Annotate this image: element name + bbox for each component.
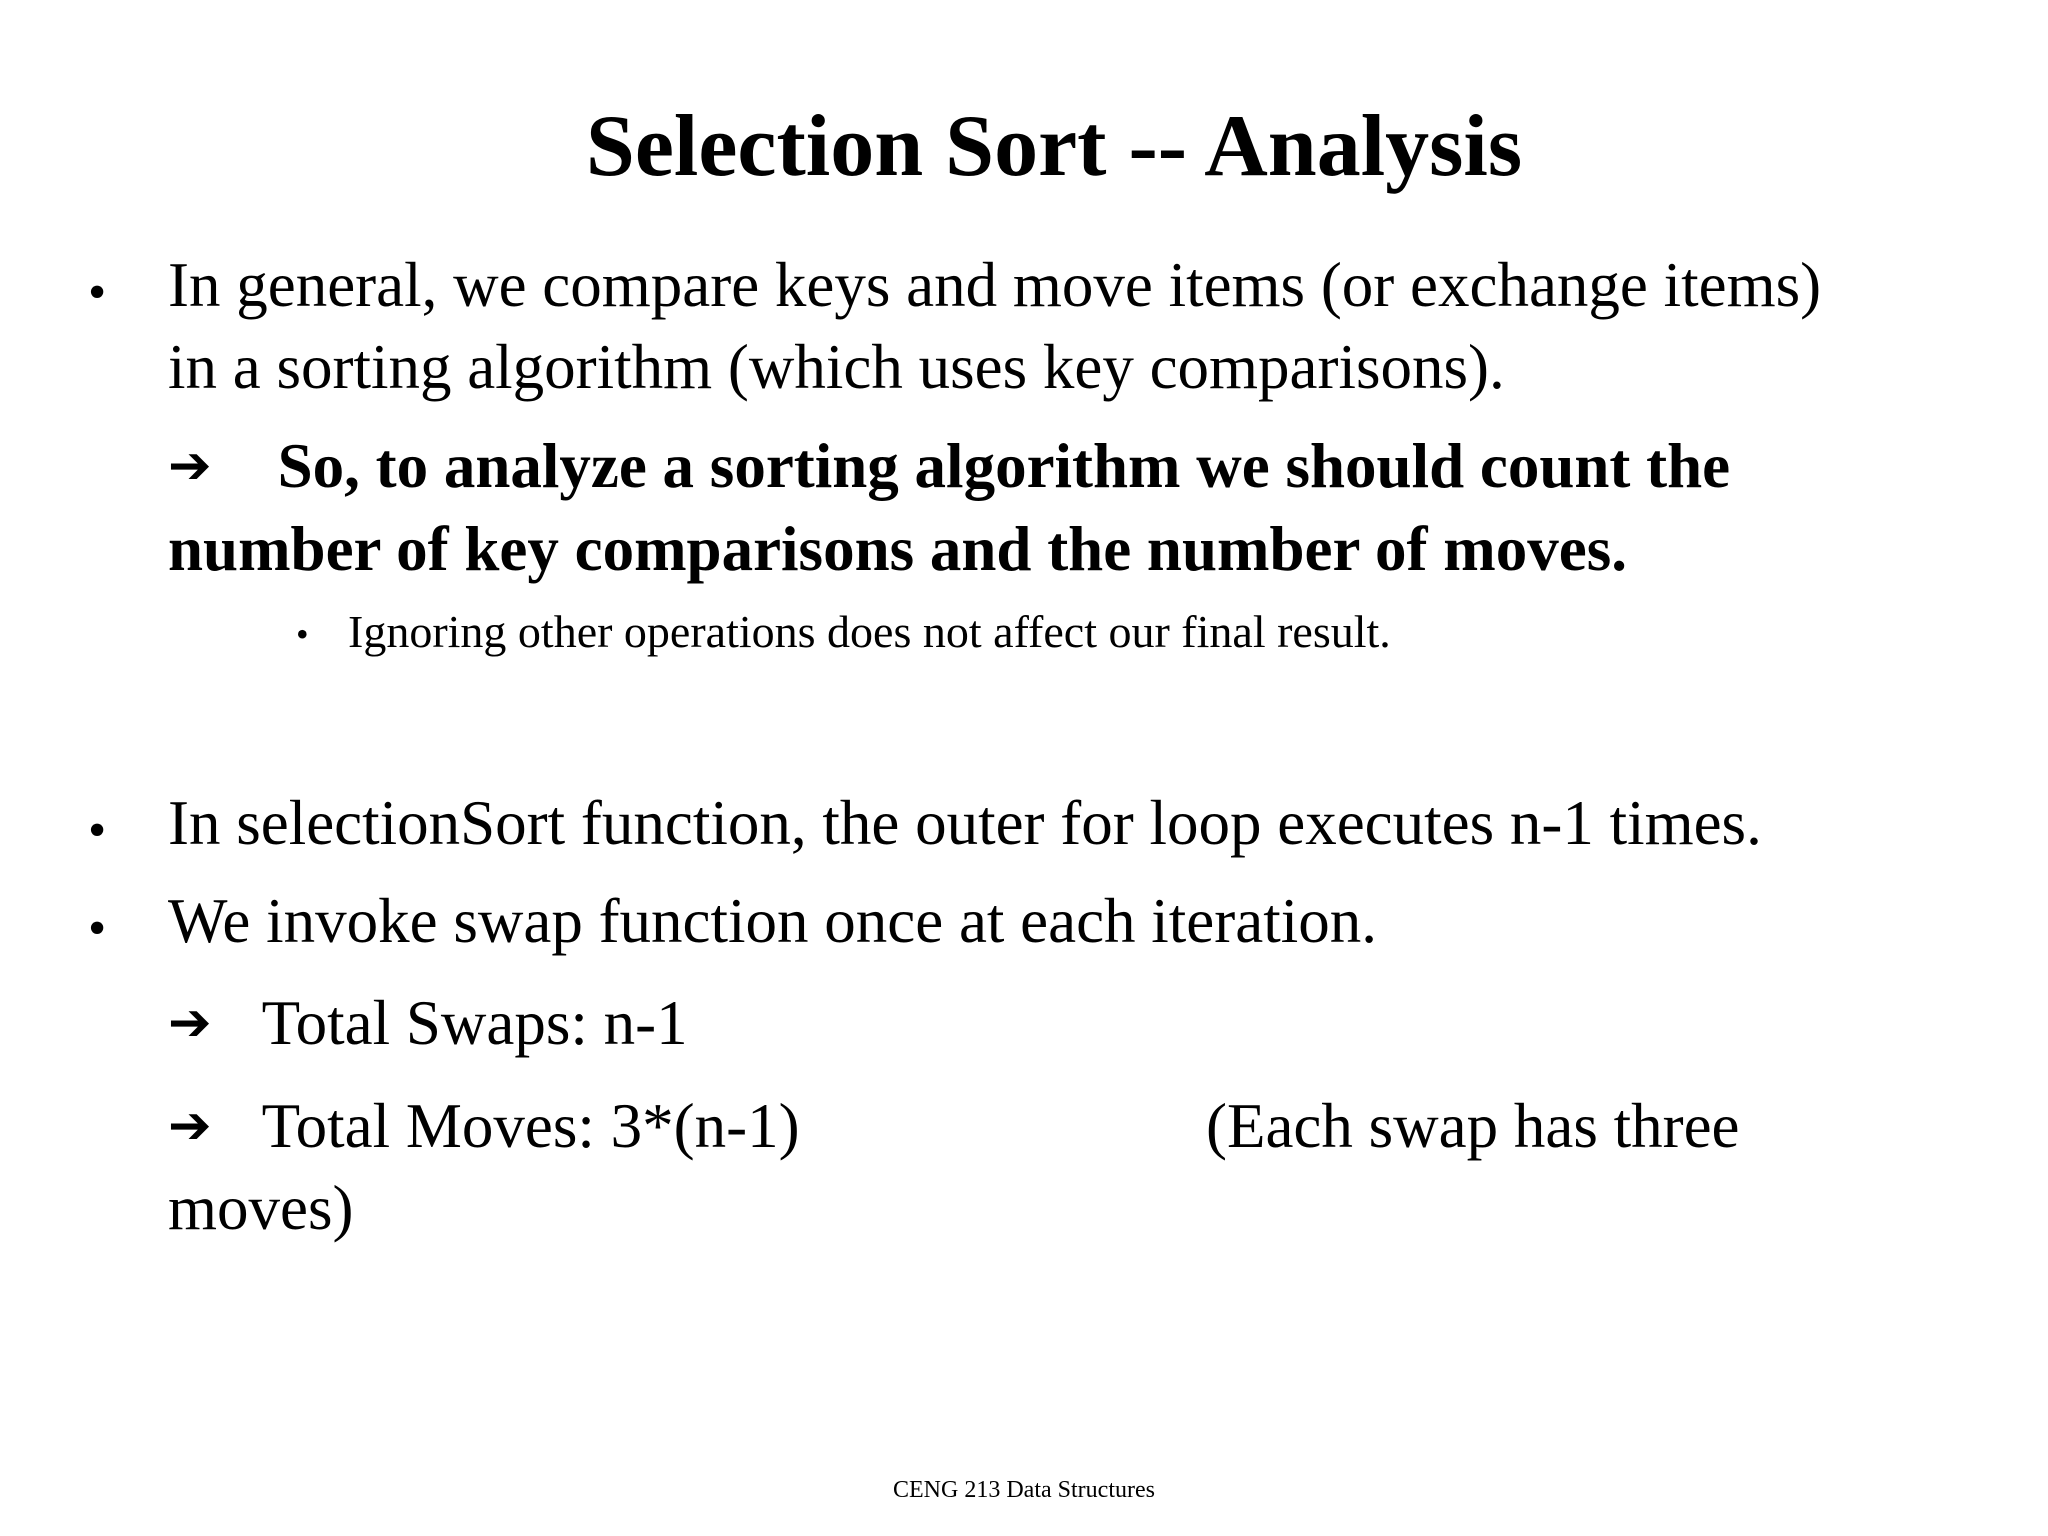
arrow-right-icon: ➔ (168, 993, 212, 1053)
sub-bullet-text: Ignoring other operations does not affect our final result. (348, 606, 1391, 657)
total-swaps-text: Total Swaps: n-1 (261, 988, 688, 1058)
result-total-swaps (168, 982, 2028, 1064)
arrow-right-icon: ➔ (168, 436, 212, 496)
implication-line-1 (168, 425, 2028, 507)
sub-bullet-marker: • (296, 614, 309, 654)
total-moves-text: Total Moves: 3*(n-1) (261, 1091, 800, 1161)
bullet-1-line-2: in a sorting algorithm (which uses key comparisons). (168, 332, 1505, 402)
bullet-3-text: We invoke swap function once at each iteration. (168, 886, 1377, 956)
bullet-1-line-1: In general, we compare keys and move items (or exchange items) (168, 250, 1822, 320)
implication-line-2: number of key comparisons and the number of moves. (168, 514, 1627, 584)
slide-footer: CENG 213 Data Structures (893, 1477, 1155, 1503)
bullet-marker: • (88, 900, 107, 957)
arrow-right-icon: ➔ (168, 1096, 212, 1156)
bullet-2-text: In selectionSort function, the outer for loop executes n-1 times. (168, 788, 1762, 858)
total-moves-note-continued: moves) (168, 1173, 354, 1243)
bullet-marker: • (88, 802, 107, 859)
bullet-marker: • (88, 264, 107, 321)
total-moves-note: (Each swap has three (1206, 1091, 1740, 1161)
implication-text-1: So, to analyze a sorting algorithm we should count the (277, 431, 1731, 501)
slide-title: Selection Sort -- Analysis (585, 98, 1523, 195)
